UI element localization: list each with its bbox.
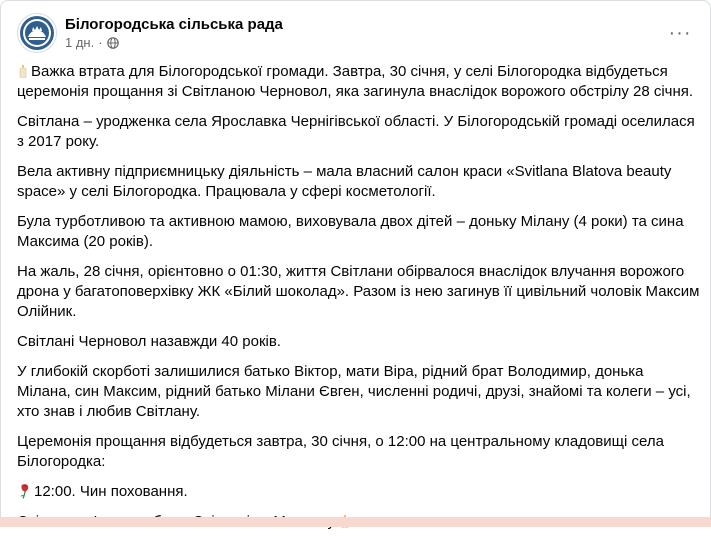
post-header: [17, 13, 283, 53]
post-text: [17, 62, 701, 542]
separator-dot: ·: [98, 34, 103, 50]
next-post-edge: [0, 517, 711, 527]
post-paragraph: Світлана – уродженка села Ярославка Чернігівської області. У Білогородській громаді оселилася з 2017 року.: [17, 113, 695, 150]
post-paragraph: Світлані Черновол назавжди 40 років.: [17, 333, 281, 350]
post-paragraph: Церемонія прощання відбудеться завтра, 30 січня, о 12:00 на центральному кладовищі села Білогородка:: [17, 433, 664, 470]
post-paragraph: Важка втрата для Білогородської громади. Завтра, 30 січня, у селі Білогородка відбудеться церемонія прощання зі Світланою Черновол, яка загинула внаслідок ворожого обстрілу 28 січня.: [17, 63, 694, 100]
more-options-icon: ···: [668, 21, 692, 44]
post-subline: [65, 34, 283, 52]
wilted-rose-icon: [18, 483, 32, 499]
page-avatar[interactable]: [17, 13, 57, 53]
page-name-link[interactable]: Білогородська сільська рада: [65, 15, 283, 33]
candle-icon: [18, 64, 28, 78]
post-meta: [65, 15, 283, 52]
post-paragraph: У глибокій скорботі залишилися батько Віктор, мати Віра, рідний брат Володимир, донька Мілана, син Максим, рідний батько Мілани Євген, численні родичі, друзі, знайомі та колеги – усі, хто знав і любив Світлану.: [17, 363, 691, 420]
post-paragraph: На жаль, 28 січня, орієнтовно о 01:30, життя Світлани обірвалося внаслідок влучання ворожого дрона у багатоповерхівку ЖК «Білий шоколад». Разом із нею загинув її цивільний чоловік Максим Олійник.: [17, 263, 700, 320]
post-timestamp[interactable]: 1 дн.: [65, 34, 95, 50]
post-paragraph: 12:00. Чин поховання.: [17, 482, 701, 502]
more-options-button[interactable]: [662, 15, 698, 51]
post-paragraph: Була турботливою та активною мамою, виховувала двох дітей – доньку Мілану (4 роки) та сина Максима (20 років).: [17, 213, 684, 250]
village-emblem-icon: [19, 15, 55, 51]
globe-icon: [107, 37, 119, 49]
post-paragraph: Вела активну підприємницьку діяльність – мала власний салон краси «Svitlana Blatova beauty space» у селі Білогородка. Працювала у сфері косметології.: [17, 163, 672, 200]
